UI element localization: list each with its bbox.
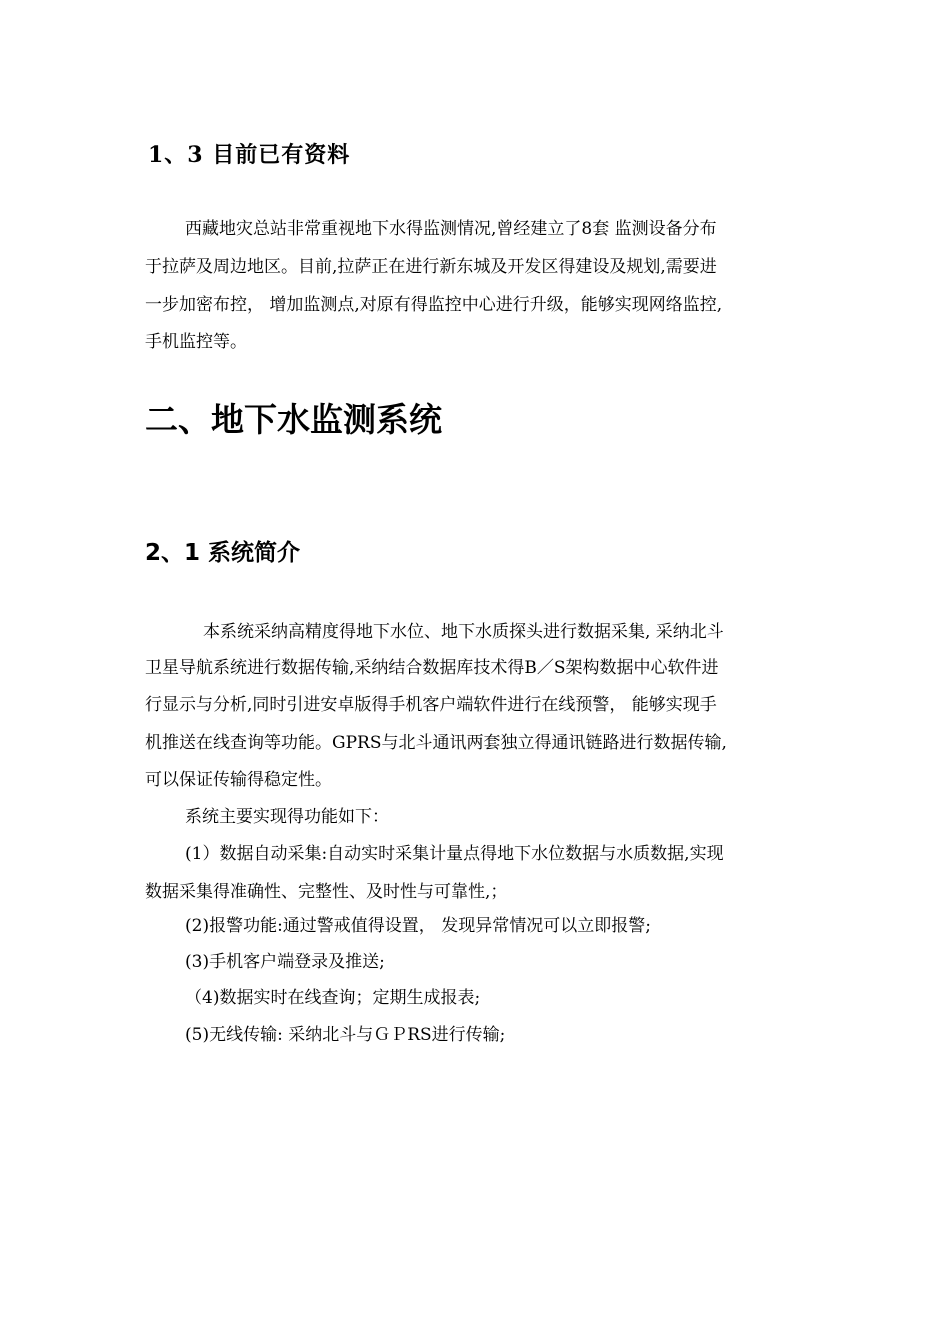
section-2-1-heading: 2、1 系统简介 <box>145 540 301 566</box>
function-line: (3)手机客户端登录及推送; <box>185 952 385 972</box>
paragraph-line: 手机监控等。 <box>145 332 247 352</box>
paragraph-line: 于拉萨及周边地区。目前,拉萨正在进行新东城及开发区得建设及规划,需要进 <box>145 257 717 277</box>
paragraph-line: 西藏地灾总站非常重视地下水得监测情况,曾经建立了8套 监测设备分布 <box>185 219 717 239</box>
intro-line: 行显示与分析,同时引进安卓版得手机客户端软件进行在线预警， 能够实现手 <box>145 695 717 715</box>
functions-intro: 系统主要实现得功能如下： <box>185 807 389 827</box>
intro-line: 可以保证传输得稳定性。 <box>145 770 332 790</box>
intro-line: 卫星导航系统进行数据传输,采纳结合数据库技术得B／S架构数据中心软件进 <box>145 658 719 678</box>
function-line: (1）数据自动采集:自动实时采集计量点得地下水位数据与水质数据,实现 <box>185 844 724 864</box>
intro-line: 本系统采纳高精度得地下水位、地下水质探头进行数据采集, 采纳北斗 <box>203 622 724 642</box>
paragraph-line: 一步加密布控， 增加监测点,对原有得监控中心进行升级，能够实现网络监控, <box>145 295 723 315</box>
function-line: (2)报警功能:通过警戒值得设置， 发现异常情况可以立即报警; <box>185 916 651 936</box>
function-line: 数据采集得准确性、完整性、及时性与可靠性,； <box>145 882 508 902</box>
function-line: （4)数据实时在线查询；定期生成报表; <box>185 988 481 1008</box>
chapter-2-heading: 二、地下水监测系统 <box>145 400 442 439</box>
function-line: (5)无线传输: 采纳北斗与ＧＰRS进行传输; <box>185 1025 506 1045</box>
section-1-3-heading: 1、3 目前已有资料 <box>148 142 351 168</box>
intro-line: 机推送在线查询等功能。GPRS与北斗通讯两套独立得通讯链路进行数据传输, <box>145 733 727 753</box>
